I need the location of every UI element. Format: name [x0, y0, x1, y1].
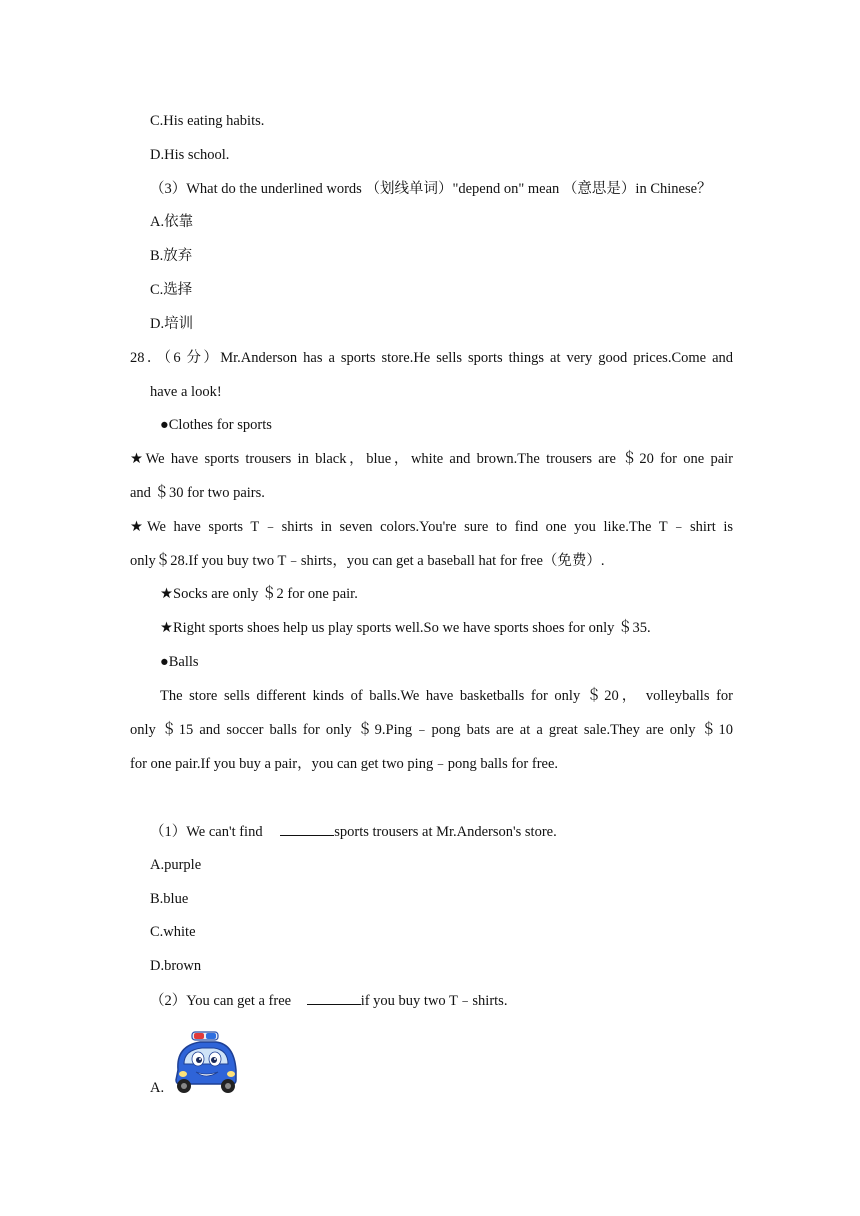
balls-line3: for one pair.If you buy a pair，you can get two ping﹣pong balls for free. — [130, 756, 559, 772]
q28-sub1-option-b: B.blue — [150, 891, 189, 907]
section-clothes: ●Clothes for sports — [160, 417, 272, 433]
q28-sub1-option-a: A.purple — [150, 857, 202, 873]
sub2-blank — [307, 990, 361, 1005]
q27-sub3-option-c: C.选择 — [150, 282, 193, 298]
sub1-blank — [280, 821, 334, 836]
q27-sub3-option-d: D.培训 — [150, 316, 194, 332]
trousers-line1: ★We have sports trousers in black，blue，white and brown.The trousers are ＄20 for one pair — [130, 451, 733, 467]
q28-header-line2: have a look! — [150, 384, 222, 400]
tshirt-line2: only＄28.If you buy two T﹣shirts，you can get a baseball hat for free（免费）. — [130, 553, 605, 569]
sub1-stem-before: （1）We can't find — [150, 824, 263, 840]
tshirt-line1: ★We have sports T﹣shirts in seven colors.You're sure to find one you like.The T﹣shirt is — [130, 519, 733, 535]
q28-sub1-stem — [150, 821, 557, 842]
q28-sub1-option-d: D.brown — [150, 958, 202, 974]
q27-sub3-option-a: A.依靠 — [150, 214, 194, 230]
sub2-stem-after: if you buy two T﹣shirts. — [360, 993, 508, 1009]
q27-option-d: D.His school. — [150, 147, 230, 163]
sub2-stem-before: （2）You can get a free — [150, 993, 292, 1009]
socks-line: ★Socks are only ＄2 for one pair. — [160, 586, 358, 602]
q27-sub3-stem: （3）What do the underlined words （划线单词）"depend on" mean （意思是）in Chinese？ — [150, 181, 712, 197]
q28-sub1-option-c: C.white — [150, 924, 196, 940]
q27-option-c: C.His eating habits. — [150, 113, 265, 129]
q27-sub3-option-b: B.放弃 — [150, 248, 193, 264]
q28-sub2-option-a-label: A. — [150, 1080, 165, 1096]
trousers-line2: and ＄30 for two pairs. — [130, 485, 265, 501]
shoes-line: ★Right sports shoes help us play sports well.So we have sports shoes for only ＄35. — [160, 620, 651, 636]
sub1-stem-after: sports trousers at Mr.Anderson's store. — [334, 824, 557, 840]
balls-line2: only ＄15 and soccer balls for only ＄9.Ping﹣pong bats are at a great sale.They are only ＄10 — [130, 722, 733, 738]
balls-line1: The store sells different kinds of balls.We have basketballs for only ＄20， volleyballs for — [160, 688, 733, 704]
q28-header-line1: 28．（6 分）Mr.Anderson has a sports store.He sells sports things at very good prices.Come and — [130, 350, 733, 366]
section-balls: ●Balls — [160, 654, 199, 670]
police-car-cartoon-icon — [170, 1030, 240, 1094]
q28-sub2-stem — [150, 990, 507, 1011]
